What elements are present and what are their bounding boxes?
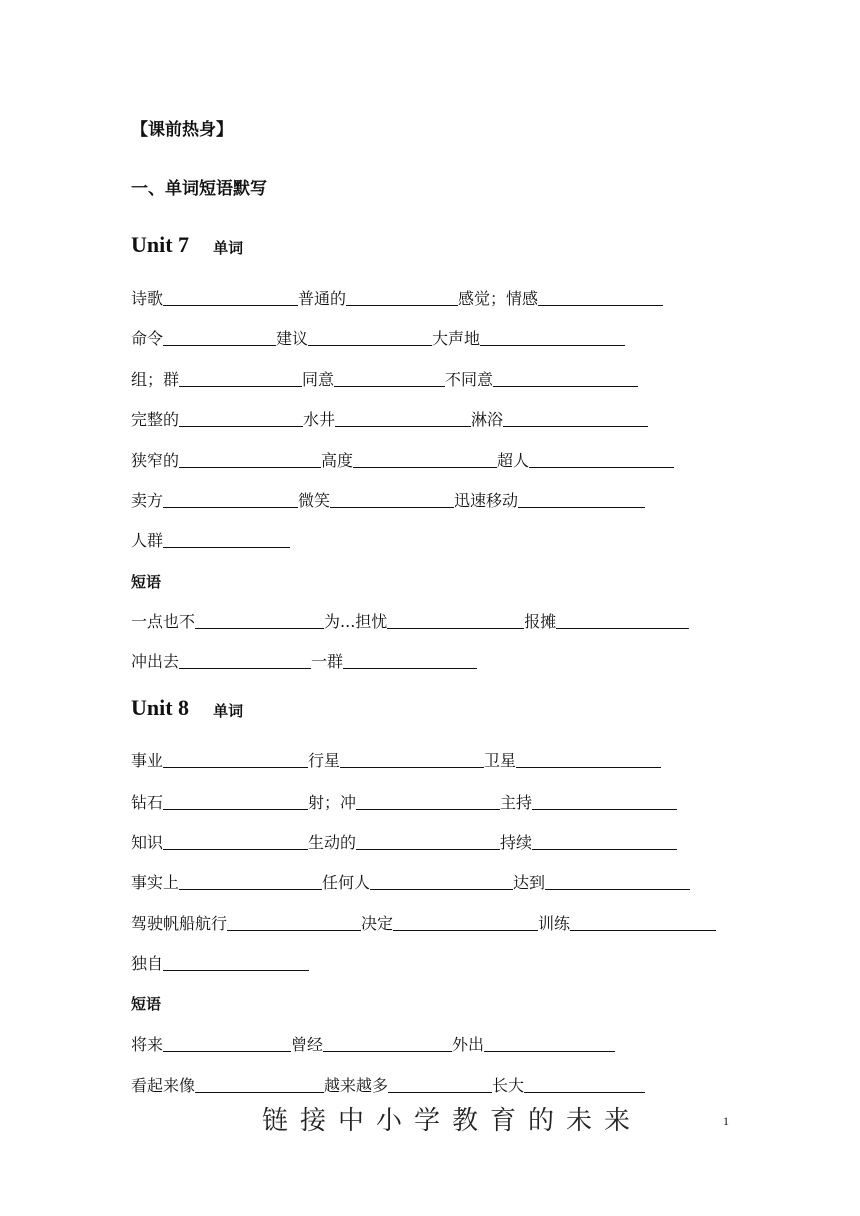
vocab-item [471, 407, 648, 430]
vocab-item [454, 488, 645, 511]
vocab-label: 水井 [303, 410, 336, 429]
answer-blank[interactable] [163, 791, 308, 810]
vocab-item [308, 830, 500, 853]
unit7-heading [131, 232, 243, 258]
vocab-item [322, 870, 513, 893]
vocab-item [303, 407, 471, 430]
fill-in-row [131, 827, 677, 853]
fill-in-row [131, 787, 677, 813]
vocab-label: 任何人 [322, 873, 371, 892]
vocab-item [524, 609, 689, 632]
answer-blank[interactable] [545, 871, 690, 890]
vocab-label: 大声地 [432, 329, 481, 348]
fill-in-row [131, 364, 638, 390]
vocab-label: 普通的 [298, 289, 347, 308]
answer-blank[interactable] [323, 1033, 452, 1052]
answer-blank[interactable] [334, 368, 445, 387]
answer-blank[interactable] [532, 831, 677, 850]
fill-in-row [131, 525, 290, 551]
answer-blank[interactable] [163, 287, 298, 306]
vocab-item [131, 609, 324, 632]
vocab-item [513, 870, 690, 893]
vocab-label: 持续 [500, 833, 533, 852]
vocab-item [131, 448, 321, 471]
vocab-label: 命令 [131, 329, 164, 348]
answer-blank[interactable] [343, 650, 477, 669]
vocab-item [308, 790, 500, 813]
vocab-label: 为...担忧 [324, 612, 388, 631]
vocab-label: 主持 [500, 793, 533, 812]
vocab-label: 感觉；情感 [458, 289, 539, 308]
vocab-label: 钻石 [131, 793, 164, 812]
fill-in-row [131, 485, 645, 511]
vocab-item [131, 870, 322, 893]
answer-blank[interactable] [387, 610, 524, 629]
answer-blank[interactable] [346, 287, 458, 306]
fill-in-row [131, 1029, 615, 1055]
answer-blank[interactable] [330, 489, 454, 508]
vocab-label: 冲出去 [131, 652, 180, 671]
vocab-label: 越来越多 [324, 1076, 389, 1095]
fill-in-row [131, 445, 674, 471]
vocab-item [324, 1073, 492, 1096]
vocab-item [131, 951, 309, 974]
page-number: 1 [723, 1114, 729, 1128]
vocab-item [321, 448, 497, 471]
vocab-item [131, 649, 311, 672]
vocab-item [131, 748, 308, 771]
vocab-label: 知识 [131, 833, 164, 852]
fill-in-row [131, 867, 690, 893]
vocab-label: 看起来像 [131, 1076, 196, 1095]
answer-blank[interactable] [163, 489, 298, 508]
answer-blank[interactable] [556, 610, 689, 629]
vocab-label: 组；群 [131, 370, 180, 389]
answer-blank[interactable] [335, 408, 471, 427]
fill-in-row [131, 948, 309, 974]
vocab-label: 不同意 [445, 370, 494, 389]
vocab-label: 完整的 [131, 410, 180, 429]
fill-in-row [131, 908, 716, 934]
answer-blank[interactable] [163, 831, 308, 850]
vocab-label: 人群 [131, 531, 164, 550]
vocab-item [308, 748, 484, 771]
unit8-heading [131, 695, 243, 721]
vocab-item [131, 830, 308, 853]
vocab-label: 一点也不 [131, 612, 196, 631]
vocab-label: 曾经 [291, 1035, 324, 1054]
answer-blank[interactable] [163, 529, 290, 548]
answer-blank[interactable] [163, 952, 309, 971]
unit8-sub: 单词 [213, 702, 244, 720]
answer-blank[interactable] [356, 791, 500, 810]
answer-blank[interactable] [356, 831, 500, 850]
unit8-title: Unit 8 [131, 695, 190, 720]
answer-blank[interactable] [518, 489, 645, 508]
vocab-item [311, 649, 477, 672]
vocab-label: 微笑 [298, 491, 331, 510]
unit7-title: Unit 7 [131, 232, 190, 257]
vocab-label: 诗歌 [131, 289, 164, 308]
answer-blank[interactable] [370, 871, 513, 890]
vocab-label: 淋浴 [471, 410, 504, 429]
answer-blank[interactable] [529, 449, 674, 468]
vocab-label: 长大 [492, 1076, 525, 1095]
vocab-label: 外出 [452, 1035, 485, 1054]
vocab-label: 达到 [513, 873, 546, 892]
vocab-item [500, 790, 677, 813]
fill-in-row [131, 646, 477, 672]
answer-blank[interactable] [179, 871, 322, 890]
fill-in-row [131, 1070, 645, 1096]
answer-blank[interactable] [340, 749, 484, 768]
fill-in-row [131, 323, 625, 349]
vocab-label: 行星 [308, 751, 341, 770]
answer-blank[interactable] [163, 749, 308, 768]
fill-in-row [131, 404, 648, 430]
vocab-item [432, 326, 625, 349]
vocab-item [497, 448, 674, 471]
answer-blank[interactable] [179, 368, 302, 387]
answer-blank[interactable] [532, 791, 677, 810]
answer-blank[interactable] [570, 912, 716, 931]
answer-blank[interactable] [484, 1033, 615, 1052]
fill-in-row [131, 283, 663, 309]
vocab-item [445, 367, 638, 390]
vocab-item [131, 286, 298, 309]
vocab-item [131, 367, 302, 390]
vocab-item [131, 407, 303, 430]
vocab-item [302, 367, 445, 390]
vocab-item [131, 790, 308, 813]
vocab-item [131, 326, 276, 349]
vocab-item [492, 1073, 645, 1096]
answer-blank[interactable] [179, 650, 311, 669]
answer-blank[interactable] [538, 287, 663, 306]
vocab-item [131, 1032, 291, 1055]
vocab-label: 狭窄的 [131, 451, 180, 470]
answer-blank[interactable] [393, 912, 538, 931]
vocab-label: 卫星 [484, 751, 517, 770]
vocab-item [276, 326, 432, 349]
vocab-label: 建议 [276, 329, 309, 348]
vocab-item [131, 1073, 324, 1096]
answer-blank[interactable] [353, 449, 497, 468]
vocab-item [538, 911, 716, 934]
vocab-label: 生动的 [308, 833, 357, 852]
vocab-item [361, 911, 538, 934]
vocab-item [484, 748, 661, 771]
vocab-item [298, 488, 454, 511]
vocab-label: 决定 [361, 914, 394, 933]
answer-blank[interactable] [179, 449, 321, 468]
answer-blank[interactable] [163, 327, 276, 346]
answer-blank[interactable] [179, 408, 303, 427]
answer-blank[interactable] [195, 1074, 324, 1093]
answer-blank[interactable] [493, 368, 638, 387]
vocab-label: 事业 [131, 751, 164, 770]
vocab-label: 训练 [538, 914, 571, 933]
vocab-label: 一群 [311, 652, 344, 671]
vocab-item [131, 528, 290, 551]
vocab-item [291, 1032, 452, 1055]
footer-slogan: 链接中小学教育的未来 [262, 1106, 643, 1136]
vocab-item [131, 911, 361, 934]
vocab-item [324, 609, 524, 632]
answer-blank[interactable] [524, 1074, 645, 1093]
vocab-label: 驾驶帆船航行 [131, 914, 228, 933]
vocab-item [452, 1032, 615, 1055]
fill-in-row [131, 745, 661, 771]
answer-blank[interactable] [503, 408, 648, 427]
answer-blank[interactable] [388, 1074, 492, 1093]
vocab-label: 报摊 [524, 612, 557, 631]
vocab-label: 卖方 [131, 491, 164, 510]
section-heading: 【课前热身】 [131, 120, 233, 140]
unit7-sub: 单词 [213, 239, 244, 257]
unit8-phrases-heading: 短语 [131, 995, 162, 1013]
fill-in-row [131, 606, 689, 632]
vocab-item [458, 286, 663, 309]
vocab-label: 事实上 [131, 873, 180, 892]
vocab-label: 将来 [131, 1035, 164, 1054]
answer-blank[interactable] [480, 327, 625, 346]
part-heading: 一、单词短语默写 [131, 179, 267, 199]
vocab-label: 超人 [497, 451, 530, 470]
answer-blank[interactable] [163, 1033, 291, 1052]
vocab-item [500, 830, 677, 853]
answer-blank[interactable] [227, 912, 361, 931]
answer-blank[interactable] [308, 327, 432, 346]
vocab-label: 射；冲 [308, 793, 357, 812]
vocab-label: 迅速移动 [454, 491, 519, 510]
answer-blank[interactable] [195, 610, 324, 629]
vocab-item [298, 286, 458, 309]
vocab-label: 独自 [131, 954, 164, 973]
answer-blank[interactable] [516, 749, 661, 768]
vocab-item [131, 488, 298, 511]
unit7-phrases-heading: 短语 [131, 573, 162, 591]
vocab-label: 同意 [302, 370, 335, 389]
vocab-label: 高度 [321, 451, 354, 470]
